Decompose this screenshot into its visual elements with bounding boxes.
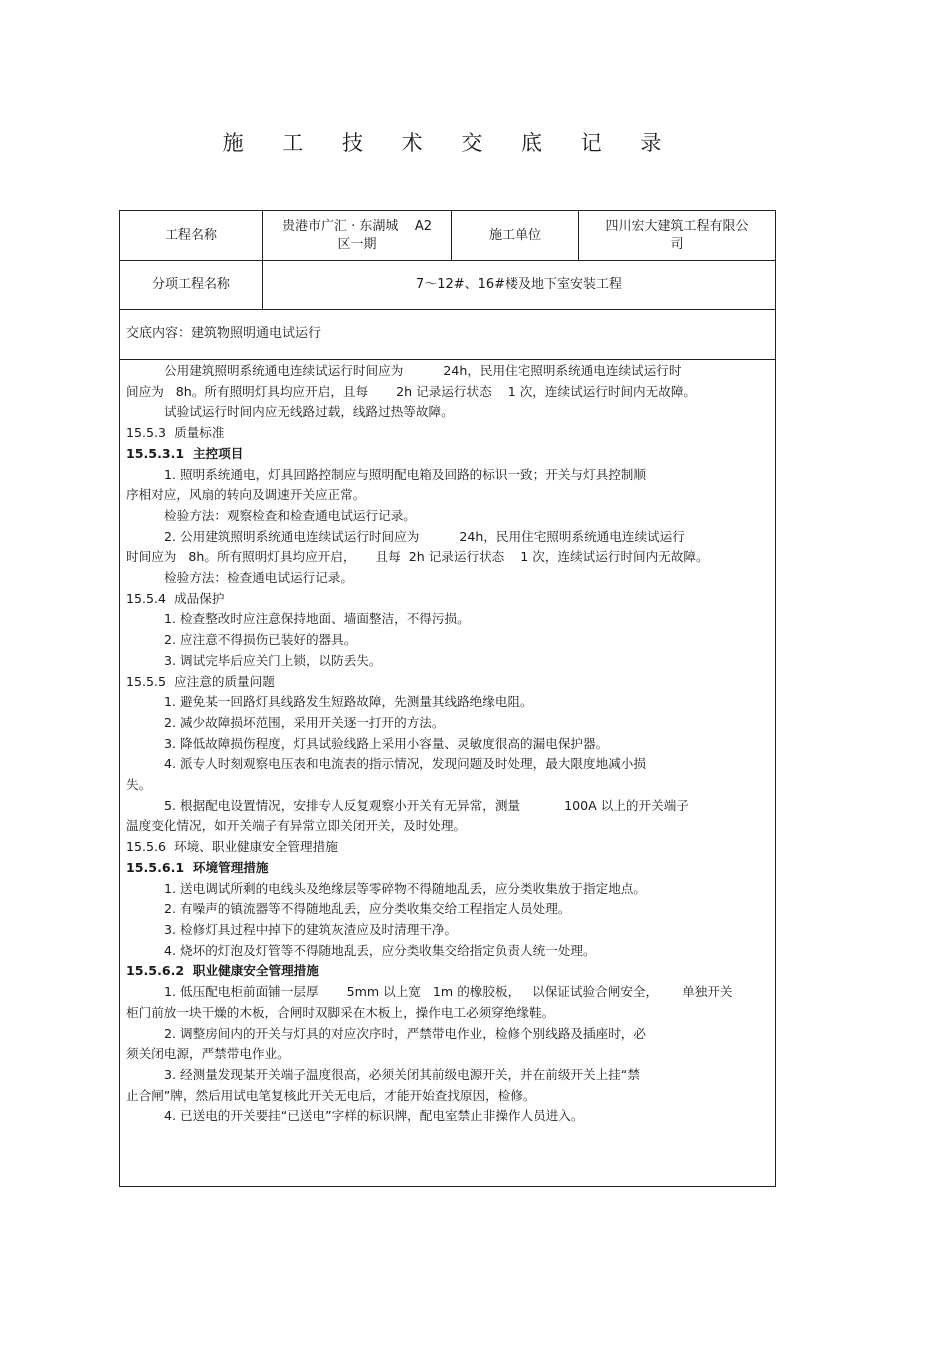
construction-unit-label: 施工单位 [488,227,541,243]
body-line: 3. 经测量发现某开关端子温度很高，必须关闭其前级电源开关，并在前级开关上挂“禁 [164,1066,640,1082]
body-line: 间应为 8h。所有照明灯具均应开启，且每 2h 记录运行状态 1 次，连续试运行时间内无故障。 [126,383,697,399]
sub-project-value: 7～12#、16#楼及地下室安装工程 [415,276,623,292]
body-line: 2. 应注意不得损伤已装好的器具。 [164,632,357,648]
body-line: 1. 避免某一回路灯具线路发生短路故障，先测量其线路绝缘电阻。 [164,694,533,710]
disclosure-content-label: 交底内容：建筑物照明通电试运行 [126,326,322,341]
project-name-line-2: 区一期 [337,236,377,252]
disclosure-form [119,210,776,1187]
body-line: 15.5.4 成品保护 [126,590,225,606]
body-line: 4. 烧坏的灯泡及灯管等不得随地乱丢，应分类收集交给指定负责人统一处理。 [164,942,596,958]
project-name-value [263,211,451,260]
body-line: 2. 调整房间内的开关与灯具的对应次序时，严禁带电作业，检修个别线路及插座时，必 [164,1025,646,1041]
construction-unit-value [579,211,775,260]
body-line: 2. 公用建筑照明系统通电连续试运行时间应为 24h，民用住宅照明系统通电连续试运行 [164,528,685,544]
body-line: 2. 有噪声的镇流器等不得随地乱丢，应分类收集交给工程指定人员处理。 [164,901,571,917]
body-line: 15.5.6 环境、职业健康安全管理措施 [126,839,338,855]
body-line: 1. 送电调试所剩的电线头及绝缘层等零碎物不得随地乱丢，应分类收集放于指定地点。 [164,880,646,896]
body-line: 检验方法：观察检查和检查通电试运行记录。 [164,507,416,523]
body-line: 止合闸”牌，然后用试电笔复核此开关无电后，才能开始查找原因，检修。 [126,1087,536,1103]
body-line: 2. 减少故障损坏范围，采用开关逐一打开的方法。 [164,714,445,730]
body-line: 15.5.5 应注意的质量问题 [126,673,275,689]
body-line: 1. 检查整改时应注意保持地面、墙面整洁，不得污损。 [164,611,470,627]
body-line: 1. 照明系统通电，灯具回路控制应与照明配电箱及回路的标识一致；开关与灯具控制顺 [164,466,646,482]
body-line: 检验方法：检查通电试运行记录。 [164,570,353,586]
body-line: 温度变化情况，如开关端子有异常立即关闭开关，及时处理。 [126,818,467,834]
document-title: 施 工 技 术 交 底 记 录 [222,131,678,155]
body-line: 1. 低压配电柜前面铺一层厚 5mm 以上宽 1m 的橡胶板， 以保证试验合闸安全， 单独开关 [164,984,733,1000]
body-line: 时间应为 8h。所有照明灯具均应开启， 且每 2h 记录运行状态 1 次，连续试运行时间内无故障。 [126,549,709,565]
body-line: 15.5.6.2 职业健康安全管理措施 [126,963,319,979]
body-line: 须关闭电源，严禁带电作业。 [126,1046,290,1062]
body-line: 5. 根据配电设置情况，安排专人反复观察小开关有无异常，测量 100A 以上的开关端子 [164,797,689,813]
project-name-line-1: 贵港市广汇 · 东湖城 A2 [281,218,433,234]
body-line: 序相对应，风扇的转向及调速开关应正常。 [126,487,366,503]
body-line: 15.5.6.1 环境管理措施 [126,859,269,875]
body-line: 3. 检修灯具过程中掉下的建筑灰渣应及时清理干净。 [164,921,458,937]
body-line: 3. 调试完毕后应关门上锁，以防丢失。 [164,652,382,668]
body-line: 15.5.3 质量标准 [126,425,225,441]
body-line: 3. 降低故障损伤程度，灯具试验线路上采用小容量、灵敏度很高的漏电保护器。 [164,735,609,751]
body-line: 15.5.3.1 主控项目 [126,445,244,461]
row-divider [120,359,775,360]
body-line: 试验试运行时间内应无线路过载，线路过热等故障。 [164,404,454,420]
construction-unit-line-2: 司 [670,236,684,252]
body-line: 4. 已送电的开关要挂“已送电”字样的标识牌，配电室禁止非操作人员进入。 [164,1108,584,1124]
body-line: 失。 [126,777,152,793]
project-name-label: 工程名称 [164,227,217,243]
body-line: 公用建筑照明系统通电连续试运行时间应为 24h，民用住宅照明系统通电连续试运行时 [164,363,682,378]
disclosure-body [126,361,767,1127]
body-line: 柜门前放一块干燥的木板，合闸时双脚采在木板上，操作电工必须穿绝缘鞋。 [126,1004,555,1020]
construction-unit-line-1: 四川宏大建筑工程有限公 [605,218,749,234]
body-line: 4. 派专人时刻观察电压表和电流表的指示情况，发现问题及时处理，最大限度地减小损 [164,756,646,772]
sub-project-label: 分项工程名称 [151,276,230,292]
